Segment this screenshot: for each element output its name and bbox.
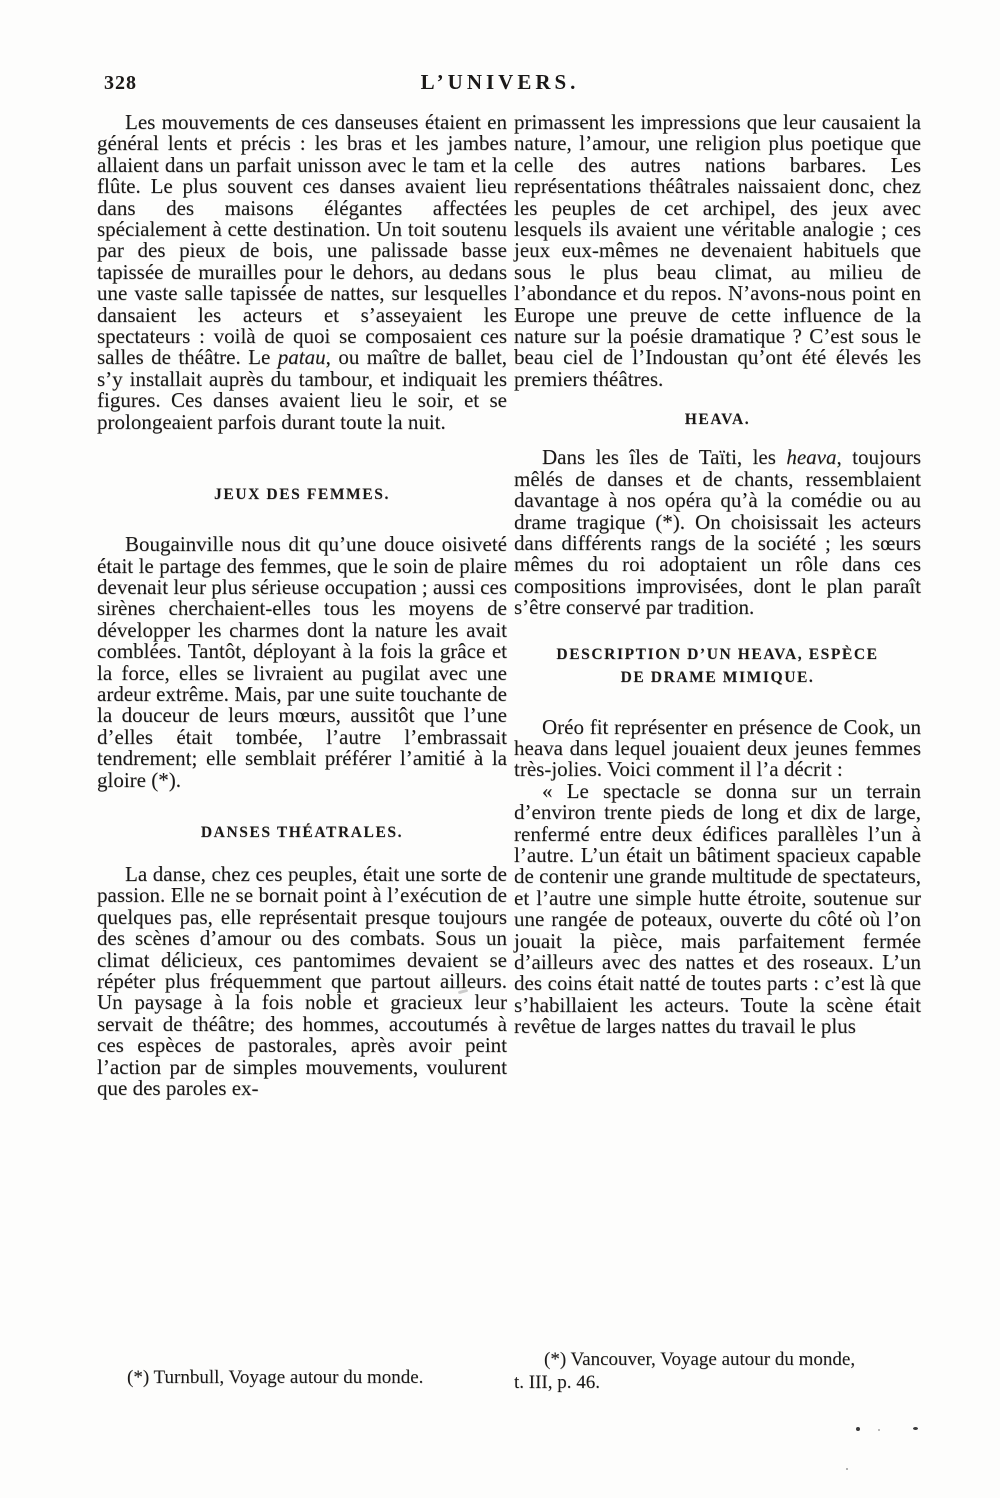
scan-speck [846,1468,848,1470]
paragraph-spectacle-quote: « Le spectacle se donna sur un terrain d’environ trente pieds de long et dix de large, renfermé entre deux édifices parallèles l’un à l’autre. L’un était un bâtiment spacieux capable de contenir une grande multitude de spectateurs, et l’autre une simple hutte étroite, soutenue sur une rangée de poteaux, ouverte du côté où l’on jouait la pièce, mais parfaitement fermée d’ailleurs avec des nattes et des roseaux. L’un des coins était natté de toutes parts : c’est là que s’habillaient les acteurs. Toute la scène était revêtue de larges nattes du travail le plus [514,778,921,1039]
section-heading-danses-theatrales: DANSES THÉATRALES. [200,823,404,841]
scan-speck [913,1427,918,1430]
paragraph-primassent: primassent les impressions que leur causaient la nature, l’amour, une religion plus poetique que celle des autres nations barbares. Les représentations théâtrales naissaient donc, chez les peuples de cet archipel, des jeux avec lesquels ils avaient une véritable analogie ; ces jeux eux-mêmes ne devenaient habituels que sous le plus beau climat, au milieu de l’abondance et du repos. N’avons-nous point en Europe une preuve de cette influence de la nature sur la poésie dramatique ? C’est sous le beau ciel de l’Indoustan qu’ont été élevés les premiers théâtres. [514,110,921,391]
scan-speck [878,1429,880,1431]
section-heading-heava: HEAVA. [684,411,751,429]
paragraph-text: , ou maître de ballet, s’y installait auprès du tambour, et indiquait les figures. Ces danses avaient lieu le soir, et se prolongeaient parfois durant toute la nuit. [97,345,508,434]
paragraph-iles-de-taiti [514,447,921,618]
section-heading-description-heava: DESCRIPTION D’UN HEAVA, ESPÈCE DE DRAME MIMIQUE. [556,645,879,686]
page-title: L’UNIVERS. [420,70,580,94]
page-number: 328 [104,72,137,94]
section-heading-jeux-des-femmes: JEUX DES FEMMES. [214,486,390,504]
footnote-line: (*) Vancouver, Voyage autour du monde, [544,1349,856,1370]
paragraph-text: , toujours mêlés de danses et de chants, ressemblaient davantage à nos opéra qu’à la comédie ou au drame tragique (*). On choisissait les acteurs dans différents rangs de la société ; les sœurs mêmes du roi adoptaient un rôle dans ces compositions improvisées, dont le plan paraît s’être conservé par tradition. [514,445,921,620]
right-column [514,112,921,1038]
scan-speck [856,1427,860,1431]
footnote-vancouver [514,1348,921,1394]
paragraph-bougainville: Bougainville nous dit qu’une douce oisiveté était le partage des femmes, que le soin de plaire devenait leur plus sérieuse occupation ; aussi ces sirènes cherchaient-elles tous les moyens de développer les charmes dont la nature les avait comblées. Tantôt, déployant à la fois la grâce et la force, elles se livraient au pugilat avec une ardeur extrême. Mais, par une suite touchante de la douceur de leurs mœurs, aussitôt que l’une d’elles était tombée, l’autre l’embrassait tendrement; elle semblait préférer l’amitié à la gloire (*). [97,532,507,792]
footnote-turnbull: (*) Turnbull, Voyage autour du monde. [127,1367,424,1388]
italic-term-patau: patau [277,345,326,370]
page-header [0,66,1000,100]
paragraph-text: Les mouvements de ces danseuses étaient en général lents et précis : les bras et les jambes allaient dans un parfait unisson avec le tam et la flûte. Le plus souvent ces danses avaient lieu dans des maisons élégantes affectées spécialement à cette destination. Un toit soutenu par des pieux de bois, une palissade basse tapissée de murailles pour le dehors, au dedans une vaste salle tapissée de nattes, sur lesquelles dansaient les acteurs et s’asseyaient les spectateurs : voilà de quoi se composaient ces salles de théâtre. Le [97,110,507,370]
paragraph-oreo: Oréo fit représenter en présence de Cook, un heava dans lequel jouaient deux jeunes femmes très-jolies. Voici comment il l’a décrit : [514,714,921,782]
italic-term-heava: heava [786,445,837,470]
paragraph-text: Dans les îles de Taïti, les [542,445,787,470]
paragraph-danseuses [97,112,507,433]
left-column [97,112,507,1099]
footnote-line: t. III, p. 46. [514,1372,601,1393]
paragraph-la-danse: La danse, chez ces peuples, était une sorte de passion. Elle ne se bornait point à l’exécution de quelques pas, elle représentait presque toujours des scènes d’amour ou des combats. Sous un climat délicieux, ces pantomimes devaient se répéter plus fréquemment que partout ailleurs. Un paysage à la fois noble et gracieux leur servait de théâtre; des hommes, accoutumés à ces espèces de pastorales, après avoir peint l’action par de simples mouvements, voulurent que des paroles ex- [97,861,507,1101]
